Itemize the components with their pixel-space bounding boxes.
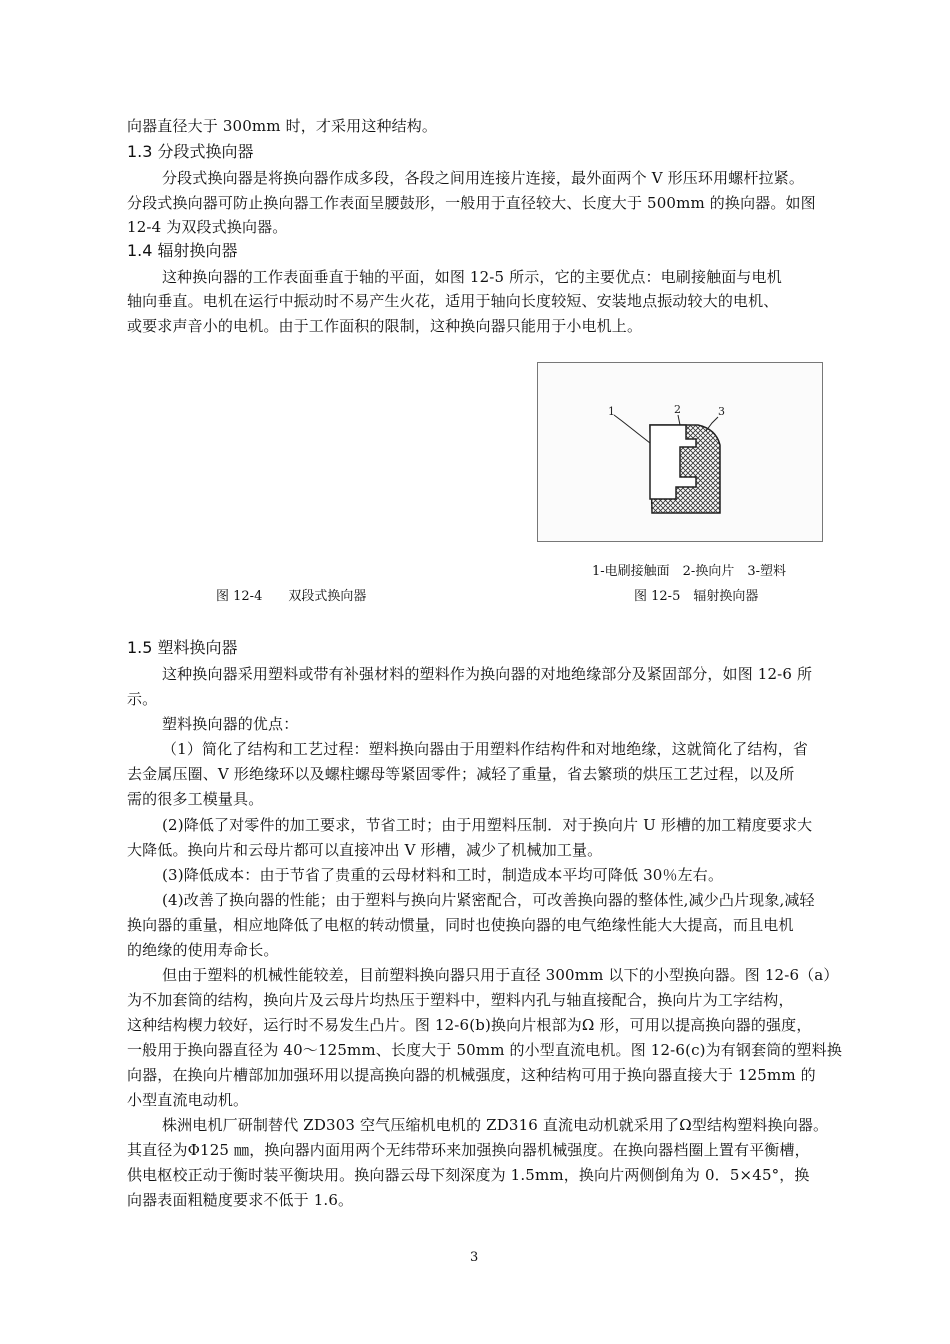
page-number: 3 [470,1250,479,1265]
text-line: 向器表面粗糙度要求不低于 1.6。 [127,1191,354,1209]
text-line: 去金属压圈、V 形绝缘环以及螺柱螺母等紧固零件；减轻了重量，省去繁琐的烘压工艺过程，以及所 [127,765,795,783]
text-line: 这种结构楔力较好，运行时不易发生凸片。图 12-6(b)换向片根部为Ω 形，可用以提高换向器的强度， [127,1016,812,1034]
text-line: 大降低。换向片和云母片都可以直接冲出 V 形槽，减少了机械加工量。 [127,841,603,859]
text-line: 小型直流电动机。 [127,1091,249,1109]
text-line: （1）简化了结构和工艺过程：塑料换向器由于用塑料作结构件和对地绝缘，这就简化了结构，省 [162,740,808,758]
text-line: 塑料换向器的优点： [162,715,299,733]
radial-commutator-drawing [538,363,822,541]
caption-figure-12-5: 图 12-5 辐射换向器 [634,589,759,604]
text-line: 株洲电机厂研制替代 ZD303 空气压缩机电机的 ZD316 直流电动机就采用了Ω型结构塑料换向器。 [162,1116,829,1134]
text-line: 一般用于换向器直径为 40～125mm、长度大于 50mm 的小型直流电机。图 12-6(c)为有钢套筒的塑料换 [127,1041,842,1059]
text-line: 为不加套筒的结构，换向片及云母片均热压于塑料中，塑料内孔与轴直接配合，换向片为工字结构， [127,991,794,1009]
figure-legend: 1-电刷接触面 2-换向片 3-塑料 [592,564,786,579]
text-line: 但由于塑料的机械性能较差，目前塑料换向器只用于直径 300mm 以下的小型换向器。图 12-6（a） [162,966,839,984]
text-line: 向器直径大于 300mm 时，才采用这种结构。 [127,117,438,135]
text-line: 分段式换向器可防止换向器工作表面呈腰鼓形，一般用于直径较大、长度大于 500mm 的换向器。如图 [127,194,816,212]
heading-1-5: 1.5 塑料换向器 [127,638,238,657]
text-line: 向器，在换向片槽部加加强环用以提高换向器的机械强度，这种结构可用于换向器直接大于 125mm 的 [127,1066,816,1084]
label-2: 2 [674,403,681,416]
text-line: 这种换向器的工作表面垂直于轴的平面，如图 12-5 所示，它的主要优点：电刷接触面与电机 [162,268,782,286]
text-line: 换向器的重量，相应地降低了电枢的转动惯量，同时也使换向器的电气绝缘性能大大提高，而且电机 [127,916,794,934]
text-line: 的绝缘的使用寿命长。 [127,941,279,959]
text-line: 或要求声音小的电机。由于工作面积的限制，这种换向器只能用于小电机上。 [127,317,643,335]
heading-1-4: 1.4 辐射换向器 [127,241,238,260]
text-line: 示。 [127,690,158,708]
heading-1-3: 1.3 分段式换向器 [127,142,254,161]
text-line: 其直径为Φ125 ㎜，换向器内面用两个无纬带环来加强换向器机械强度。在换向器档圈上置有平衡槽， [127,1141,810,1159]
text-line: 12-4 为双段式换向器。 [127,218,288,236]
label-1: 1 [608,405,615,418]
label-3: 3 [718,405,725,418]
text-line: 供电枢校正动于衡时装平衡块用。换向器云母下刻深度为 1.5mm，换向片两侧倒角为 0．5×45°，换 [127,1166,810,1184]
text-line: 轴向垂直。电机在运行中振动时不易产生火花，适用于轴向长度较短、安装地点振动较大的电机、 [127,292,779,310]
text-line: (2)降低了对零件的加工要求，节省工时；由于用塑料压制．对于换向片 U 形槽的加工精度要求大 [162,816,813,834]
text-line: 需的很多工模量具。 [127,790,264,808]
figure-12-5 [537,362,823,542]
text-line: (3)降低成本：由于节省了贵重的云母材料和工时，制造成本平均可降低 30％左右。 [162,866,724,884]
text-line: 分段式换向器是将换向器作成多段，各段之间用连接片连接，最外面两个 V 形压环用螺杆拉紧。 [162,169,804,187]
text-line: 这种换向器采用塑料或带有补强材料的塑料作为换向器的对地绝缘部分及紧固部分，如图 12-6 所 [162,665,813,683]
caption-figure-12-4: 图 12-4 双段式换向器 [216,589,367,604]
text-line: (4)改善了换向器的性能；由于塑料与换向片紧密配合，可改善换向器的整体性,减少凸片现象,减轻 [162,891,815,909]
